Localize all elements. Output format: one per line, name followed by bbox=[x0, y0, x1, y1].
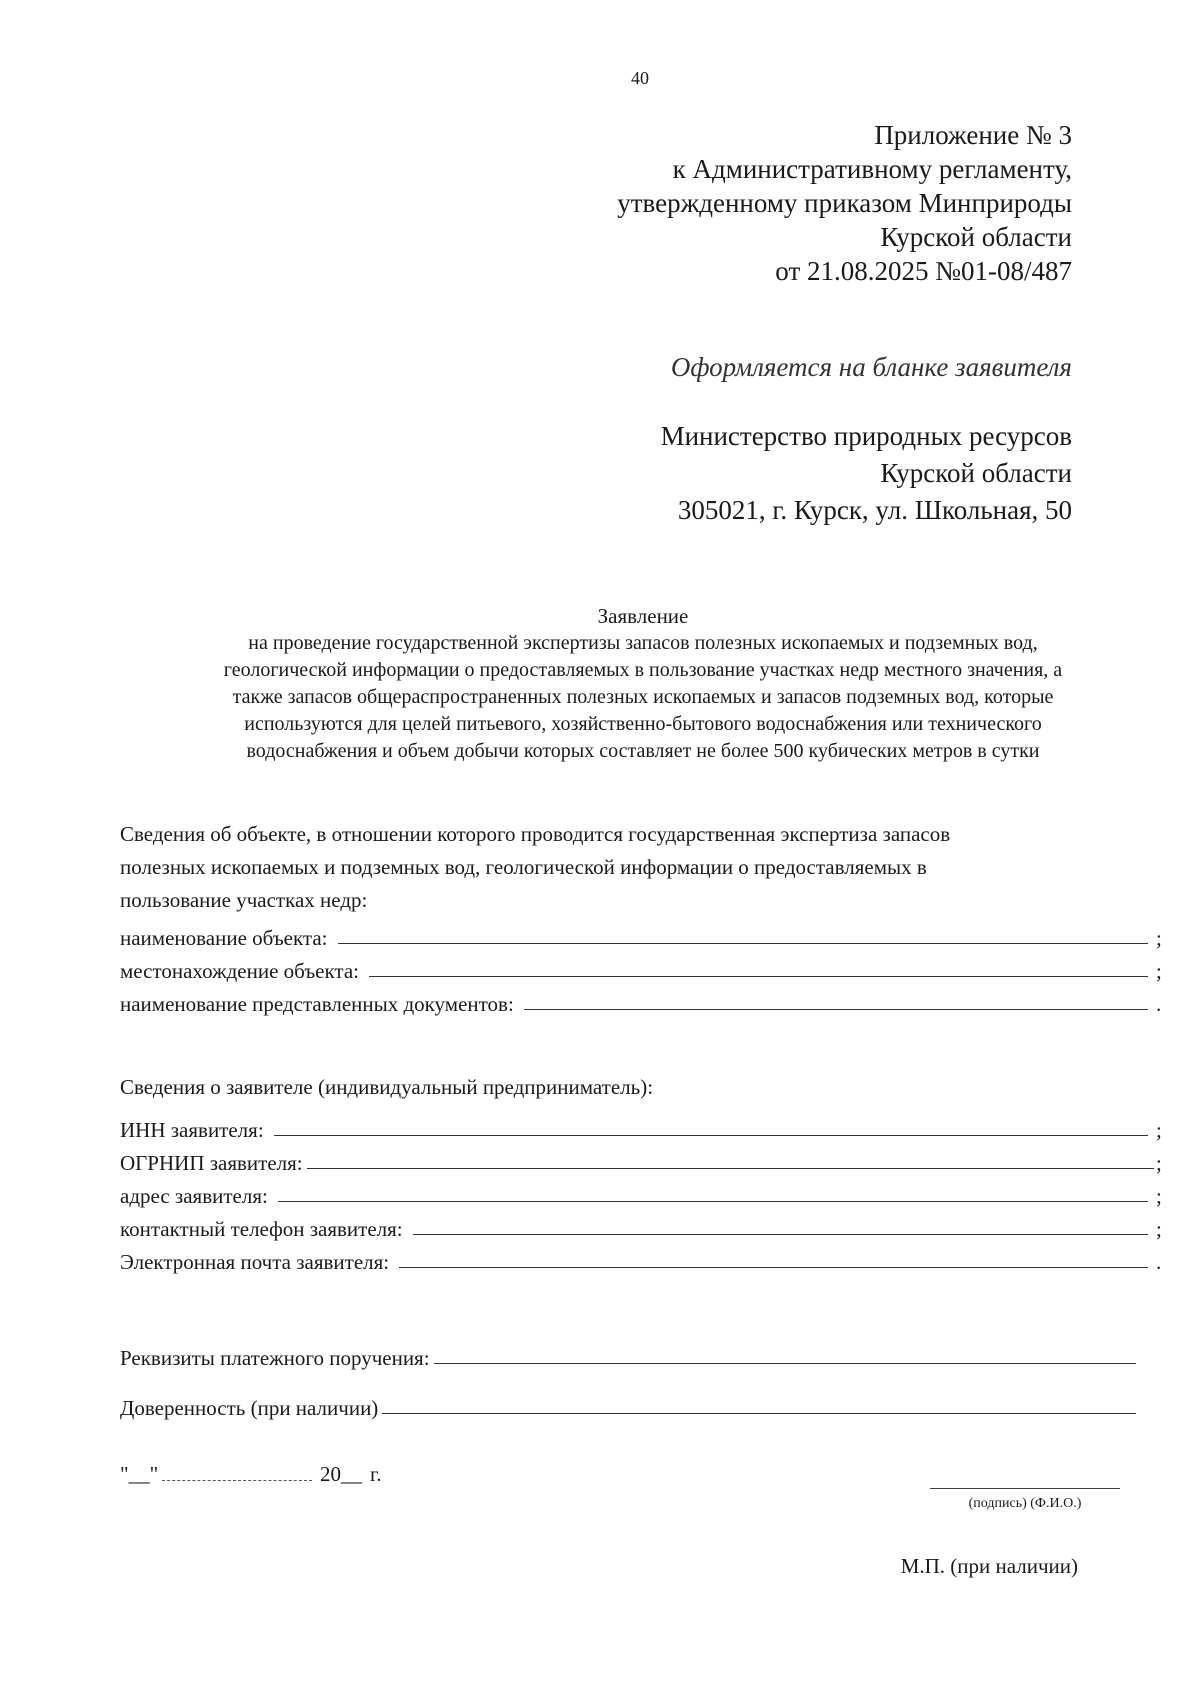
object-name-field[interactable] bbox=[120, 918, 1166, 951]
phone-field[interactable] bbox=[120, 1209, 1166, 1242]
field-end: . bbox=[1156, 1250, 1162, 1274]
page-number: 40 bbox=[631, 68, 649, 88]
date-year[interactable]: 20__ bbox=[320, 1462, 362, 1486]
date-year-suffix: г. bbox=[370, 1462, 382, 1486]
object-intro-line: Сведения об объекте, в отношении которого проводится государственная экспертиза запасов bbox=[120, 822, 951, 846]
field-label: наименование объекта: bbox=[120, 926, 328, 950]
field-end: ; bbox=[1156, 1217, 1162, 1241]
document-title bbox=[120, 603, 1166, 765]
documents-field[interactable] bbox=[120, 984, 1166, 1017]
fill-line[interactable] bbox=[278, 1200, 1148, 1202]
title-line: используются для целей питьевого, хозяйственно-бытового водоснабжения или технического bbox=[244, 713, 1042, 735]
object-intro bbox=[120, 818, 1166, 917]
fill-line[interactable] bbox=[369, 975, 1148, 977]
field-end: ; bbox=[1156, 926, 1162, 950]
recipient-line: Курской области bbox=[880, 458, 1072, 488]
recipient-line: Министерство природных ресурсов bbox=[660, 421, 1072, 451]
appendix-line: утвержденному приказом Минприроды bbox=[617, 188, 1072, 218]
applicant-fields bbox=[120, 1110, 1166, 1275]
title-line: на проведение государственной экспертизы запасов полезных ископаемых и подземных вод, bbox=[248, 632, 1038, 654]
appendix-header bbox=[617, 118, 1072, 288]
fill-line[interactable] bbox=[274, 1134, 1148, 1136]
fill-line[interactable] bbox=[307, 1167, 1154, 1169]
ogrnip-field[interactable] bbox=[120, 1143, 1166, 1176]
inn-field[interactable] bbox=[120, 1110, 1166, 1143]
appendix-line: к Административному регламенту, bbox=[672, 154, 1072, 184]
field-label: Реквизиты платежного поручения: bbox=[120, 1346, 430, 1370]
field-label: местонахождение объекта: bbox=[120, 959, 360, 983]
recipient-line: 305021, г. Курск, ул. Школьная, 50 bbox=[677, 495, 1072, 525]
applicant-intro: Сведения о заявителе (индивидуальный предприниматель): bbox=[120, 1075, 654, 1099]
field-label: ИНН заявителя: bbox=[120, 1118, 264, 1142]
title-line: также запасов общераспространенных полезных ископаемых и запасов подземных вод, которые bbox=[232, 686, 1054, 708]
field-end: ; bbox=[1156, 1151, 1162, 1175]
date-line bbox=[120, 1462, 382, 1487]
title-heading: Заявление bbox=[597, 604, 689, 628]
field-end: ; bbox=[1156, 1118, 1162, 1142]
object-fields bbox=[120, 918, 1166, 1017]
object-intro-line: пользование участках недр: bbox=[120, 888, 368, 912]
field-label: контактный телефон заявителя: bbox=[120, 1217, 403, 1241]
field-label: наименование представленных документов: bbox=[120, 992, 514, 1016]
appendix-line: Приложение № 3 bbox=[874, 120, 1072, 150]
field-label: ОГРНИП заявителя: bbox=[120, 1151, 303, 1175]
fill-line[interactable] bbox=[413, 1233, 1148, 1235]
address-field[interactable] bbox=[120, 1176, 1166, 1209]
stamp-note: М.П. (при наличии) bbox=[900, 1554, 1078, 1578]
fill-line[interactable] bbox=[338, 942, 1148, 944]
object-intro-line: полезных ископаемых и подземных вод, геологической информации о предоставляемых в bbox=[120, 855, 927, 879]
date-month-line[interactable] bbox=[162, 1479, 312, 1481]
appendix-line: от 21.08.2025 №01-08/487 bbox=[775, 256, 1072, 286]
fill-line[interactable] bbox=[382, 1412, 1136, 1414]
field-end: . bbox=[1156, 992, 1162, 1016]
email-field[interactable] bbox=[120, 1242, 1166, 1275]
field-label: Доверенность (при наличии) bbox=[120, 1396, 379, 1420]
object-location-field[interactable] bbox=[120, 951, 1166, 984]
appendix-line: Курской области bbox=[880, 222, 1072, 252]
title-line: водоснабжения и объем добычи которых составляет не более 500 кубических метров в сутки bbox=[246, 740, 1040, 762]
field-end: ; bbox=[1156, 959, 1162, 983]
requisites bbox=[120, 1321, 1166, 1421]
power-of-attorney-field[interactable] bbox=[120, 1371, 1166, 1421]
date-day[interactable]: "__" bbox=[120, 1462, 159, 1486]
form-note: Оформляется на бланке заявителя bbox=[670, 352, 1072, 382]
title-line: геологической информации о предоставляемых в пользование участках недр местного значения, а bbox=[223, 659, 1063, 681]
field-label: адрес заявителя: bbox=[120, 1184, 268, 1208]
payment-order-field[interactable] bbox=[120, 1321, 1166, 1371]
field-label: Электронная почта заявителя: bbox=[120, 1250, 390, 1274]
recipient-block bbox=[661, 418, 1072, 529]
fill-line[interactable] bbox=[434, 1362, 1136, 1364]
signature-caption: (подпись) (Ф.И.О.) bbox=[968, 1496, 1082, 1511]
fill-line[interactable] bbox=[524, 1008, 1148, 1010]
field-end: ; bbox=[1156, 1184, 1162, 1208]
fill-line[interactable] bbox=[399, 1266, 1148, 1268]
signature-line[interactable] bbox=[930, 1488, 1120, 1489]
